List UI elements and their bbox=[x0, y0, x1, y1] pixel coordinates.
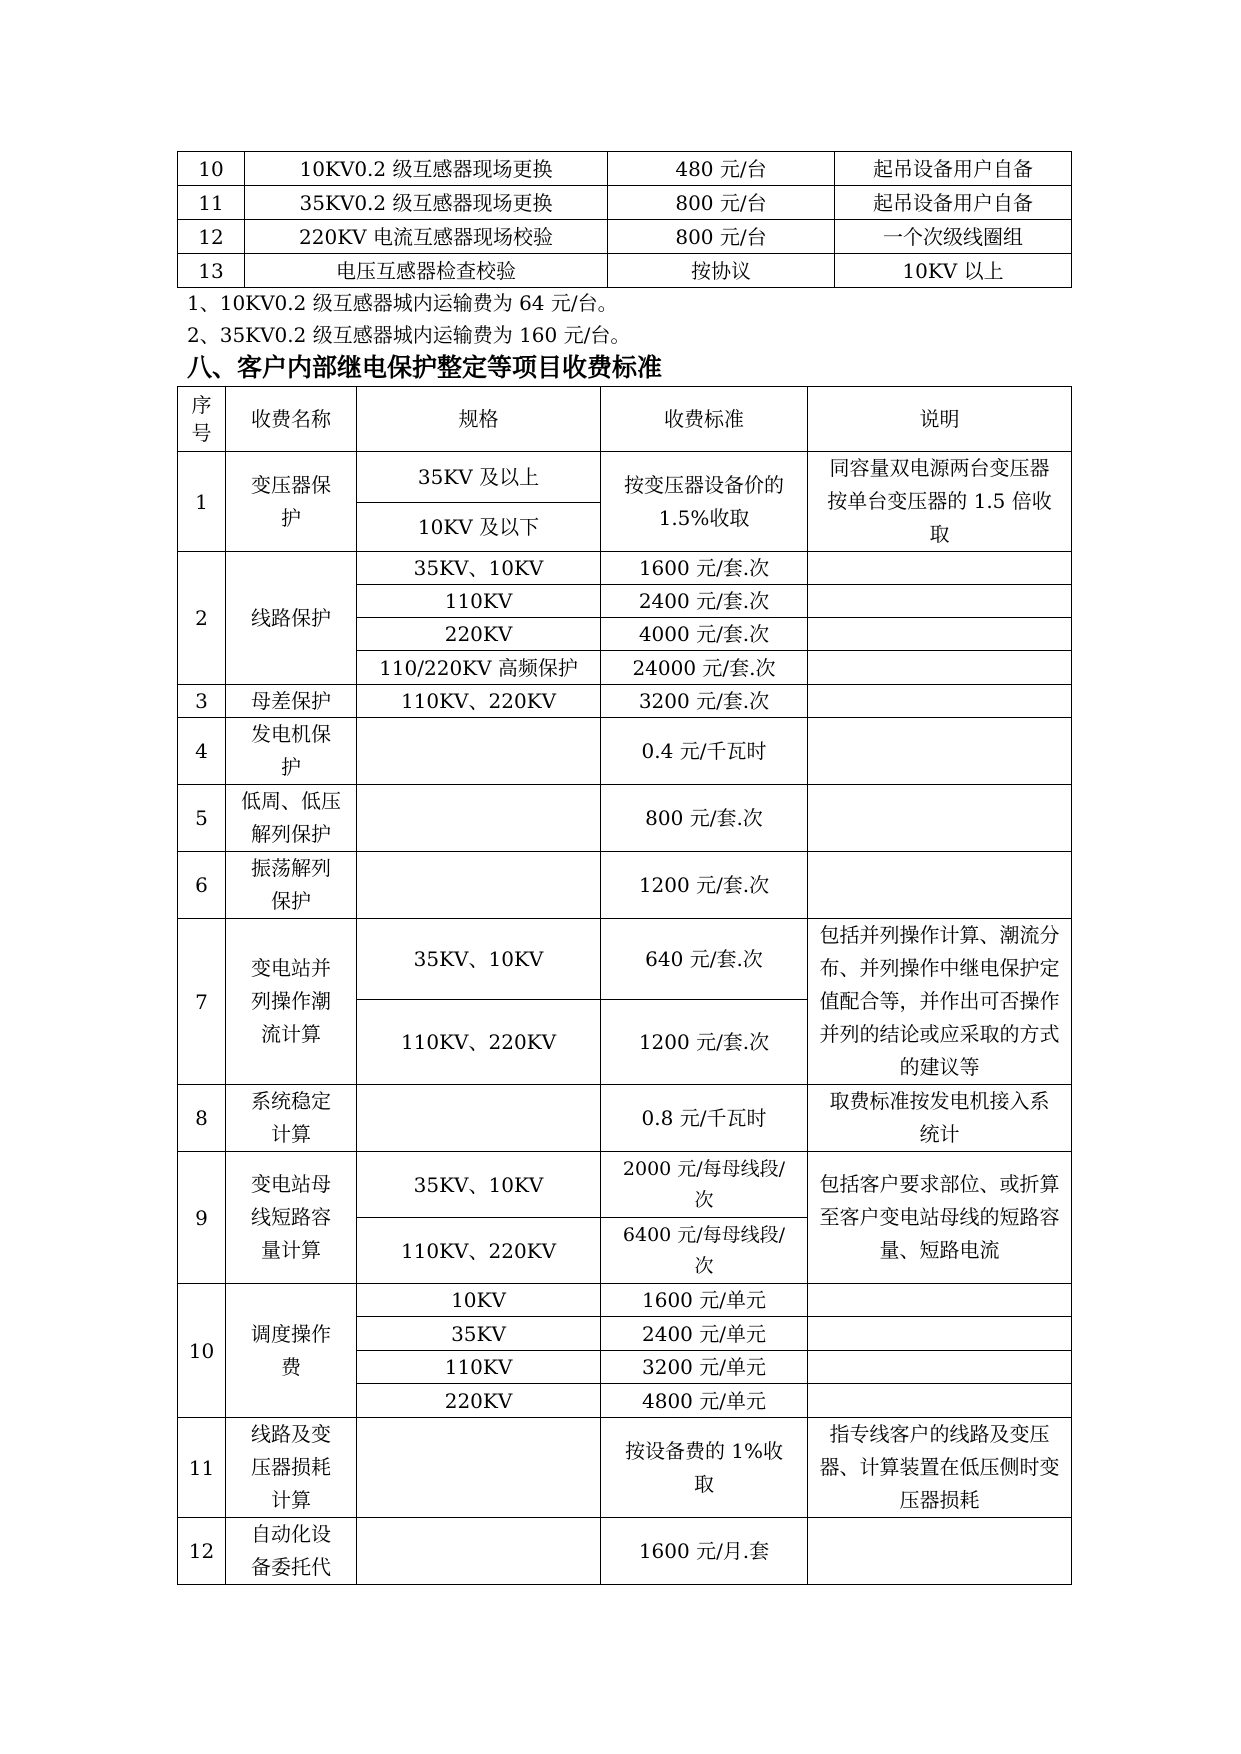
cell-no: 5 bbox=[178, 785, 226, 852]
cell-no: 10 bbox=[178, 1284, 226, 1418]
cell-no: 1 bbox=[178, 452, 226, 552]
cell-name: 变压器保护 bbox=[226, 452, 357, 552]
table-row bbox=[178, 1085, 1072, 1152]
cell-fee: 1200 元/套.次 bbox=[601, 852, 808, 919]
cell-desc: 同容量双电源两台变压器按单台变压器的 1.5 倍收取 bbox=[808, 452, 1072, 552]
cell-name: 母差保护 bbox=[226, 685, 357, 718]
cell-spec: 35KV 及以上 bbox=[357, 452, 601, 503]
cell-name: 变电站母线短路容量计算 bbox=[226, 1152, 357, 1284]
cell-no: 3 bbox=[178, 685, 226, 718]
cell-note: 10KV 以上 bbox=[835, 254, 1072, 288]
table-row bbox=[178, 1152, 1072, 1218]
cell-fee: 6400 元/每母线段/次 bbox=[601, 1218, 808, 1284]
cell-fee: 按协议 bbox=[608, 254, 835, 288]
table-row bbox=[178, 152, 1072, 186]
cell-no: 12 bbox=[178, 1518, 226, 1585]
cell-spec: 35KV、10KV bbox=[357, 1152, 601, 1218]
cell-desc: 指专线客户的线路及变压器、计算装置在低压侧时变压器损耗 bbox=[808, 1418, 1072, 1518]
table-row bbox=[178, 1518, 1072, 1585]
cell-no: 9 bbox=[178, 1152, 226, 1284]
cell-spec: 110KV、220KV bbox=[357, 685, 601, 718]
fee-table-continued bbox=[177, 151, 1072, 288]
header-row bbox=[178, 387, 1072, 452]
cell-fee: 2400 元/套.次 bbox=[601, 585, 808, 618]
cell-spec: 110/220KV 高频保护 bbox=[357, 651, 601, 685]
footnote-2: 2、35KV0.2 级互感器城内运输费为 160 元/台。 bbox=[187, 323, 631, 347]
cell-item: 10KV0.2 级互感器现场更换 bbox=[245, 152, 608, 186]
cell-spec: 35KV、10KV bbox=[357, 919, 601, 1000]
footnote-1: 1、10KV0.2 级互感器城内运输费为 64 元/台。 bbox=[187, 291, 618, 315]
cell-spec bbox=[357, 718, 601, 785]
cell-no: 11 bbox=[178, 1418, 226, 1518]
cell-name: 发电机保护 bbox=[226, 718, 357, 785]
cell-no: 4 bbox=[178, 718, 226, 785]
cell-fee: 800 元/台 bbox=[608, 186, 835, 220]
cell-desc bbox=[808, 785, 1072, 852]
cell-fee: 1600 元/月.套 bbox=[601, 1518, 808, 1585]
cell-desc bbox=[808, 1384, 1072, 1418]
cell-spec: 10KV 及以下 bbox=[357, 502, 601, 552]
cell-desc bbox=[808, 852, 1072, 919]
cell-fee: 按变压器设备价的 1.5%收取 bbox=[601, 452, 808, 552]
cell-desc bbox=[808, 1351, 1072, 1384]
cell-fee: 4800 元/单元 bbox=[601, 1384, 808, 1418]
cell-no: 2 bbox=[178, 552, 226, 685]
cell-spec bbox=[357, 1518, 601, 1585]
cell-fee: 1200 元/套.次 bbox=[601, 1000, 808, 1085]
cell-desc bbox=[808, 1518, 1072, 1585]
cell-name: 调度操作费 bbox=[226, 1284, 357, 1418]
cell-name: 变电站并列操作潮流计算 bbox=[226, 919, 357, 1085]
cell-name: 系统稳定计算 bbox=[226, 1085, 357, 1152]
cell-desc bbox=[808, 1284, 1072, 1317]
cell-note: 一个次级线圈组 bbox=[835, 220, 1072, 254]
cell-name: 线路及变压器损耗计算 bbox=[226, 1418, 357, 1518]
cell-no: 12 bbox=[178, 220, 245, 254]
cell-desc: 包括并列操作计算、潮流分布、并列操作中继电保护定值配合等，并作出可否操作并列的结论或应采取的方式的建议等 bbox=[808, 919, 1072, 1085]
table-row bbox=[178, 552, 1072, 585]
cell-fee: 1600 元/套.次 bbox=[601, 552, 808, 585]
table-row bbox=[178, 452, 1072, 503]
cell-fee: 0.4 元/千瓦时 bbox=[601, 718, 808, 785]
cell-no: 13 bbox=[178, 254, 245, 288]
cell-fee: 800 元/套.次 bbox=[601, 785, 808, 852]
cell-spec: 110KV、220KV bbox=[357, 1000, 601, 1085]
header-desc: 说明 bbox=[808, 387, 1072, 452]
table-row bbox=[178, 685, 1072, 718]
table-row bbox=[178, 785, 1072, 852]
cell-spec: 110KV bbox=[357, 585, 601, 618]
relay-protection-fee-table bbox=[177, 386, 1072, 1585]
cell-item: 电压互感器检查校验 bbox=[245, 254, 608, 288]
cell-spec: 35KV bbox=[357, 1317, 601, 1351]
cell-name: 自动化设备委托代 bbox=[226, 1518, 357, 1585]
cell-note: 起吊设备用户自备 bbox=[835, 186, 1072, 220]
cell-no: 11 bbox=[178, 186, 245, 220]
cell-desc bbox=[808, 718, 1072, 785]
cell-fee: 24000 元/套.次 bbox=[601, 651, 808, 685]
cell-fee: 2000 元/每母线段/次 bbox=[601, 1152, 808, 1218]
cell-fee: 0.8 元/千瓦时 bbox=[601, 1085, 808, 1152]
table-row bbox=[178, 254, 1072, 288]
cell-desc: 取费标准按发电机接入系统计 bbox=[808, 1085, 1072, 1152]
cell-spec: 10KV bbox=[357, 1284, 601, 1317]
cell-desc bbox=[808, 1317, 1072, 1351]
table-row bbox=[178, 852, 1072, 919]
cell-spec: 35KV、10KV bbox=[357, 552, 601, 585]
cell-spec: 110KV bbox=[357, 1351, 601, 1384]
cell-item: 35KV0.2 级互感器现场更换 bbox=[245, 186, 608, 220]
header-fee: 收费标准 bbox=[601, 387, 808, 452]
cell-spec: 220KV bbox=[357, 1384, 601, 1418]
cell-item: 220KV 电流互感器现场校验 bbox=[245, 220, 608, 254]
cell-no: 10 bbox=[178, 152, 245, 186]
cell-fee: 480 元/台 bbox=[608, 152, 835, 186]
cell-fee: 3200 元/套.次 bbox=[601, 685, 808, 718]
table-row bbox=[178, 919, 1072, 1000]
cell-fee: 按设备费的 1%收取 bbox=[601, 1418, 808, 1518]
cell-spec bbox=[357, 852, 601, 919]
table-row bbox=[178, 1284, 1072, 1317]
cell-no: 8 bbox=[178, 1085, 226, 1152]
cell-desc bbox=[808, 585, 1072, 618]
cell-spec: 110KV、220KV bbox=[357, 1218, 601, 1284]
header-no: 序号 bbox=[178, 387, 226, 452]
cell-desc: 包括客户要求部位、或折算至客户变电站母线的短路容量、短路电流 bbox=[808, 1152, 1072, 1284]
header-spec: 规格 bbox=[357, 387, 601, 452]
cell-no: 7 bbox=[178, 919, 226, 1085]
cell-spec bbox=[357, 1418, 601, 1518]
cell-fee: 640 元/套.次 bbox=[601, 919, 808, 1000]
cell-name: 低周、低压解列保护 bbox=[226, 785, 357, 852]
cell-spec: 220KV bbox=[357, 618, 601, 651]
cell-desc bbox=[808, 685, 1072, 718]
table-row bbox=[178, 718, 1072, 785]
cell-fee: 2400 元/单元 bbox=[601, 1317, 808, 1351]
cell-spec bbox=[357, 1085, 601, 1152]
cell-name: 振荡解列保护 bbox=[226, 852, 357, 919]
table-row bbox=[178, 1418, 1072, 1518]
cell-desc bbox=[808, 552, 1072, 585]
cell-fee: 1600 元/单元 bbox=[601, 1284, 808, 1317]
cell-fee: 3200 元/单元 bbox=[601, 1351, 808, 1384]
cell-name: 线路保护 bbox=[226, 552, 357, 685]
header-name: 收费名称 bbox=[226, 387, 357, 452]
section-title: 八、客户内部继电保护整定等项目收费标准 bbox=[187, 353, 663, 382]
cell-no: 6 bbox=[178, 852, 226, 919]
cell-note: 起吊设备用户自备 bbox=[835, 152, 1072, 186]
cell-fee: 800 元/台 bbox=[608, 220, 835, 254]
table-row bbox=[178, 220, 1072, 254]
cell-desc bbox=[808, 651, 1072, 685]
cell-fee: 4000 元/套.次 bbox=[601, 618, 808, 651]
cell-desc bbox=[808, 618, 1072, 651]
table-row bbox=[178, 186, 1072, 220]
cell-spec bbox=[357, 785, 601, 852]
